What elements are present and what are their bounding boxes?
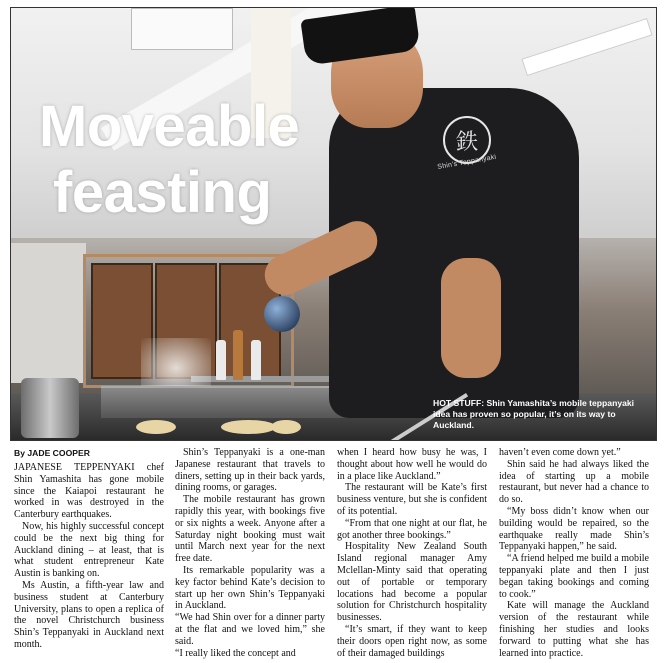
teppanyaki-logo-icon: 鉄 bbox=[443, 116, 491, 164]
photo-caption bbox=[433, 398, 645, 431]
byline: By JADE COOPER bbox=[14, 448, 90, 458]
article-column-4 bbox=[499, 447, 649, 659]
paragraph: Kate will manage the Auckland version of the restaurant while finishing her studies and looks forward to putting what she has learned into practice. bbox=[499, 600, 649, 659]
article-column-2 bbox=[175, 447, 325, 659]
condiment-bottle bbox=[233, 330, 243, 380]
caption-text: Shin Yamashita’s mobile teppanyaki idea has proven so popular, it’s on its way to Auckland. bbox=[433, 398, 635, 430]
paragraph: “A friend helped me build a mobile teppanyaki plate and then I just began taking bookings and coming to cook.” bbox=[499, 553, 649, 600]
headline-line-1: Moveable bbox=[39, 94, 300, 159]
food-on-grill bbox=[221, 420, 276, 434]
paragraph: “From that one night at our flat, he got another three bookings.” bbox=[337, 517, 487, 541]
paragraph: “My boss didn’t know when our building would be repaired, so the earthquake really made Shin’s Teppanyaki happen,” he said. bbox=[499, 505, 649, 553]
steel-pot bbox=[21, 378, 79, 438]
paragraph: haven’t even come down yet.” bbox=[499, 447, 621, 458]
paragraph: Hospitality New Zealand South Island regional manager Amy Mclellan-Minty said that operating out of portable or temporary locations had become a popular solution for Christchurch hospitality businesses. bbox=[337, 541, 487, 624]
paragraph: The restaurant will be Kate’s first business venture, but she is confident of its potential. bbox=[337, 482, 487, 517]
paragraph: “We had Shin over for a dinner party at the flat and we loved him,” she said. bbox=[175, 612, 325, 647]
shirt-logo-text: Shin’s Teppanyaki bbox=[436, 153, 497, 172]
paragraph: Shin said he had always liked the idea of starting up a mobile restaurant, but never had a chance to do so. bbox=[499, 458, 649, 506]
caption-lead: HOT STUFF: bbox=[433, 398, 485, 408]
paragraph: “It’s smart, if they want to keep their doors open right now, as some of their damaged buildings bbox=[337, 623, 487, 659]
kitchen-wall bbox=[11, 243, 86, 383]
paragraph: Its remarkable popularity was a key factor behind Kate’s decision to start up her own Shin’s Teppanyaki in Auckland. bbox=[175, 564, 325, 612]
chef-arm bbox=[441, 258, 501, 378]
paragraph: “I really liked the concept and bbox=[175, 647, 296, 659]
headline bbox=[39, 94, 299, 226]
oil-bottle bbox=[264, 296, 300, 332]
ceiling-vent bbox=[131, 8, 233, 50]
condiment-bottle bbox=[251, 340, 261, 380]
article-column-1 bbox=[14, 462, 164, 651]
food-on-grill bbox=[271, 420, 301, 434]
paragraph: Shin’s Teppanyaki is a one-man Japanese restaurant that travels to diners, setting up in their back yards, dining rooms, or garages. bbox=[175, 447, 325, 494]
paragraph: JAPANESE TEPPENYAKI chef Shin Yamashita has gone mobile since the Kaiapoi restaurant he worked in was destroyed in the Canterbury earthquakes. bbox=[14, 462, 164, 521]
feature-photo bbox=[10, 7, 657, 441]
article-column-3 bbox=[337, 447, 487, 659]
paragraph: Ms Austin, a fifth-year law and business student at Canterbury University, plans to open a replica of the novel Christchurch business Shin’s Teppanyaki in Auckland next month. bbox=[14, 579, 164, 650]
paragraph: The mobile restaurant has grown rapidly this year, with bookings five or six nights a week. Anyone after a Saturday night booking must wait until March next year for the next free date. bbox=[175, 494, 325, 565]
paragraph: Now, his highly successful concept could be the next big thing for Auckland dining – at least, that is what student entrepreneur Kate Austin is banking on. bbox=[14, 520, 164, 580]
condiment-bottle bbox=[216, 340, 226, 380]
food-on-grill bbox=[136, 420, 176, 434]
headline-line-2: feasting bbox=[53, 160, 272, 225]
paragraph: when I heard how busy he was, I thought about how well he would do in a place like Auckland.” bbox=[337, 447, 487, 482]
